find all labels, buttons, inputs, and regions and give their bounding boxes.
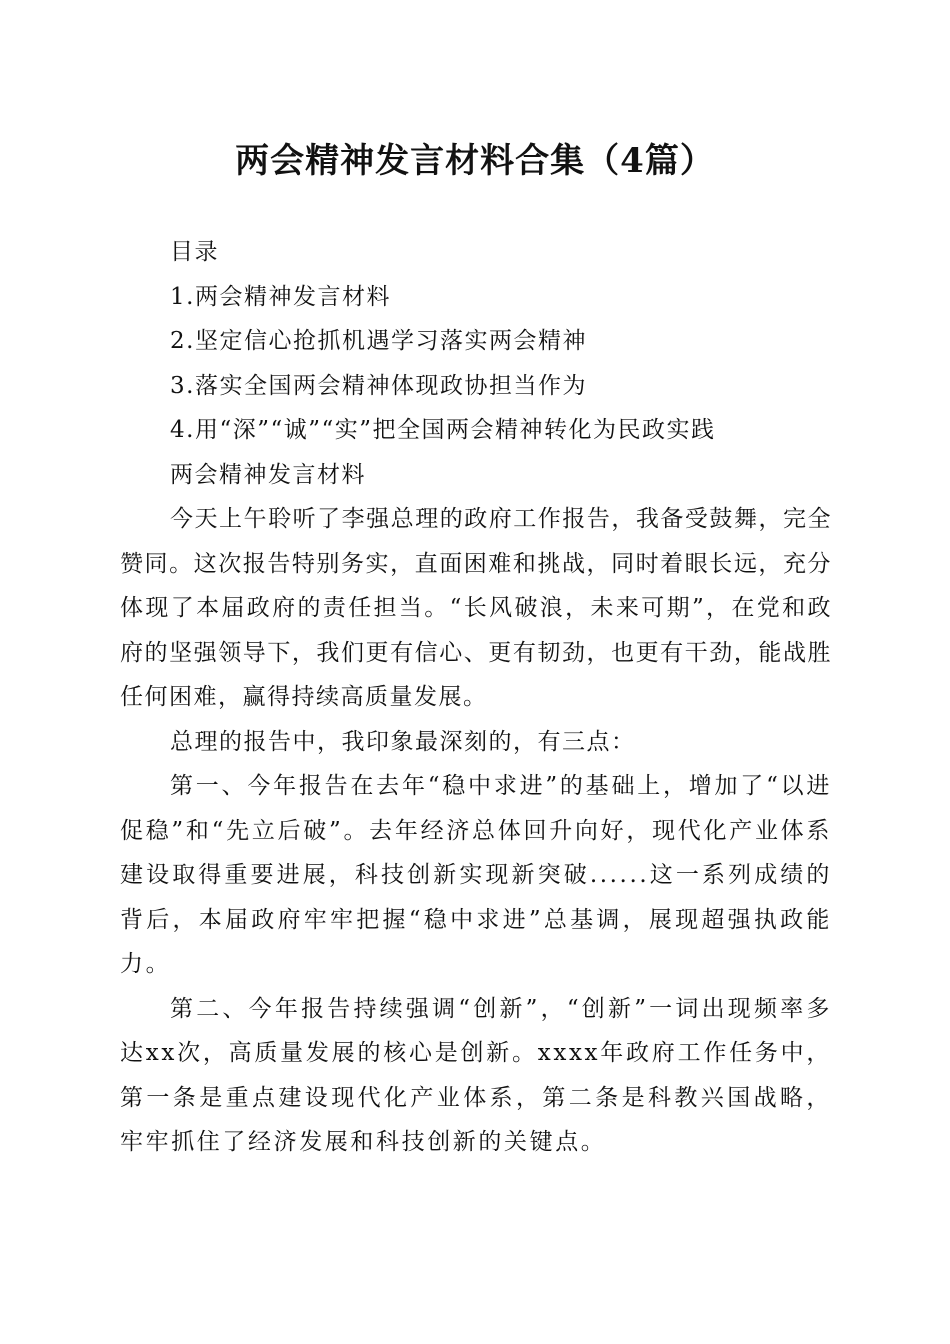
toc-item-1: 1.两会精神发言材料	[170, 283, 391, 310]
toc-item-4: 4.用“深”“诚”“实”把全国两会精神转化为民政实践	[170, 417, 716, 443]
toc-item-2: 2.坚定信心抢抓机遇学习落实两会精神	[170, 328, 587, 354]
toc-heading: 目录	[170, 239, 219, 265]
paragraph-1: 今天上午聆听了李强总理的政府工作报告，我备受鼓舞，完全赞同。这次报告特别务实，直面困难和挑战，同时着眼长远，充分体现了本届政府的责任担当。“长风破浪，未来可期”，在党和政府的坚强领导下，我们更有信心、更有韧劲，也更有干劲，能战胜任何困难，赢得持续高质量发展。	[120, 506, 832, 710]
document-body	[120, 230, 832, 1165]
toc-item-3: 3.落实全国两会精神体现政协担当作为	[170, 372, 587, 399]
section-heading: 两会精神发言材料	[170, 461, 366, 488]
paragraph-4: 第二、今年报告持续强调“创新”，“创新”一词出现频率多达xx次，高质量发展的核心是创新。xxxx年政府工作任务中，第一条是重点建设现代化产业体系，第二条是科教兴国战略，牢牢抓住了经济发展和科技创新的关键点。	[120, 995, 832, 1155]
paragraph-3: 第一、今年报告在去年“稳中求进”的基础上，增加了“以进促稳”和“先立后破”。去年经济总体回升向好，现代化产业体系建设取得重要进展，科技创新实现新突破......这一系列成绩的背后，本届政府牢牢把握“稳中求进”总基调，展现超强执政能力。	[120, 773, 832, 977]
document-title: 两会精神发言材料合集（4篇）	[235, 141, 715, 181]
paragraph-2: 总理的报告中，我印象最深刻的，有三点：	[170, 728, 636, 755]
